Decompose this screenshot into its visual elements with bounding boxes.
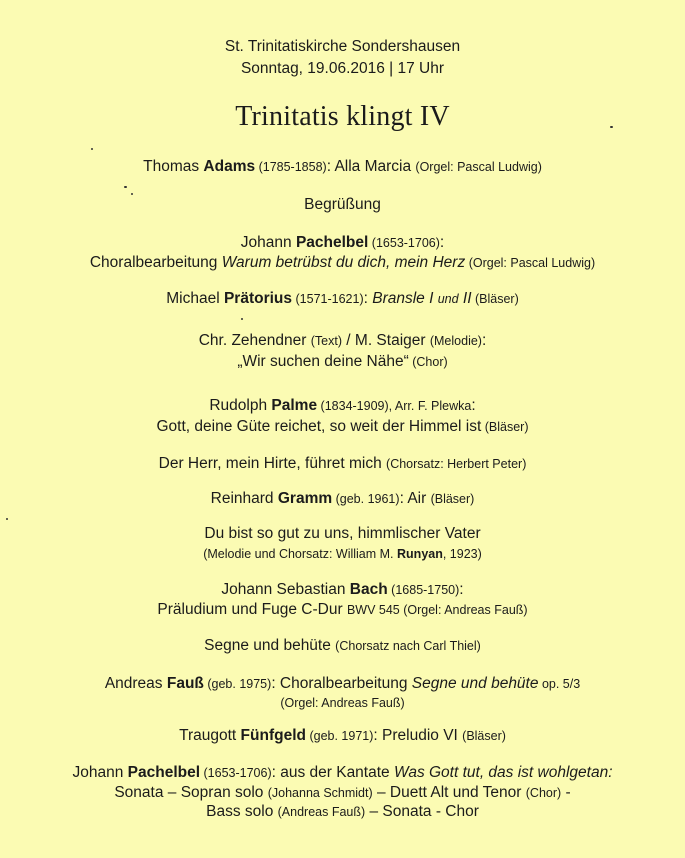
program-item-bach-line2: Präludium und Fuge C-Dur BWV 545 (Orgel: Andreas Fauß) xyxy=(157,601,528,618)
program-item-segne: Segne und behüte (Chorsatz nach Carl Thiel) xyxy=(204,637,481,654)
program-item-fauss-line1: Andreas Fauß (geb. 1975): Choralbearbeitung Segne und behüte op. 5/3 xyxy=(104,675,581,692)
page-title: Trinitatis klingt IV xyxy=(235,101,450,132)
program-item-runyan-line2: (Melodie und Chorsatz: William M. Runyan, 1923) xyxy=(203,547,482,561)
program-item-zehendner-line1: Chr. Zehendner (Text) / M. Staiger (Melodie): xyxy=(198,332,487,349)
program-item-pachelbel-2-line1: Johann Pachelbel (1653-1706): aus der Kantate Was Gott tut, das ist wohlgetan: xyxy=(72,764,613,781)
program-item-praetorius: Michael Prätorius (1571-1621): Bransle I und II (Bläser) xyxy=(166,290,519,307)
scan-speck xyxy=(6,518,8,520)
scan-speck xyxy=(91,148,93,150)
program-item-pachelbel-2-line2: Sonata – Sopran solo (Johanna Schmidt) – Duett Alt und Tenor (Chor) - xyxy=(114,784,571,801)
program-item-palme-line1: Rudolph Palme (1834-1909), Arr. F. Plewka: xyxy=(209,397,476,414)
scan-speck xyxy=(241,318,243,320)
program-item-fauss-line2: (Orgel: Andreas Fauß) xyxy=(280,696,405,710)
scan-speck xyxy=(124,186,127,188)
program-item-der-herr: Der Herr, mein Hirte, führet mich (Chorsatz: Herbert Peter) xyxy=(158,455,527,472)
scan-speck xyxy=(131,193,133,195)
program-item-gramm: Reinhard Gramm (geb. 1961): Air (Bläser) xyxy=(210,490,475,507)
church-name: St. Trinitatiskirche Sondershausen xyxy=(224,38,461,55)
program-item-zehendner-line2: „Wir suchen deine Nähe“ (Chor) xyxy=(237,353,448,370)
program-item-fuenfgeld: Traugott Fünfgeld (geb. 1971): Preludio VI (Bläser) xyxy=(179,727,506,744)
program-item-bach-line1: Johann Sebastian Bach (1685-1750): xyxy=(221,581,464,598)
program-item-pachelbel-1-line1: Johann Pachelbel (1653-1706): xyxy=(240,234,445,251)
program-item-adams: Thomas Adams (1785-1858): Alla Marcia (Orgel: Pascal Ludwig) xyxy=(143,158,542,175)
program-item-palme-line2: Gott, deine Güte reichet, so weit der Himmel ist (Bläser) xyxy=(156,418,529,435)
scan-speck xyxy=(610,126,613,128)
program-item-runyan-line1: Du bist so gut zu uns, himmlischer Vater xyxy=(204,525,481,542)
program-item-pachelbel-2-line3: Bass solo (Andreas Fauß) – Sonata - Chor xyxy=(206,803,479,820)
program-item-greeting: Begrüßung xyxy=(304,196,381,213)
event-datetime: Sonntag, 19.06.2016 | 17 Uhr xyxy=(240,60,445,77)
program-item-pachelbel-1-line2: Choralbearbeitung Warum betrübst du dich, mein Herz (Orgel: Pascal Ludwig) xyxy=(89,254,596,271)
